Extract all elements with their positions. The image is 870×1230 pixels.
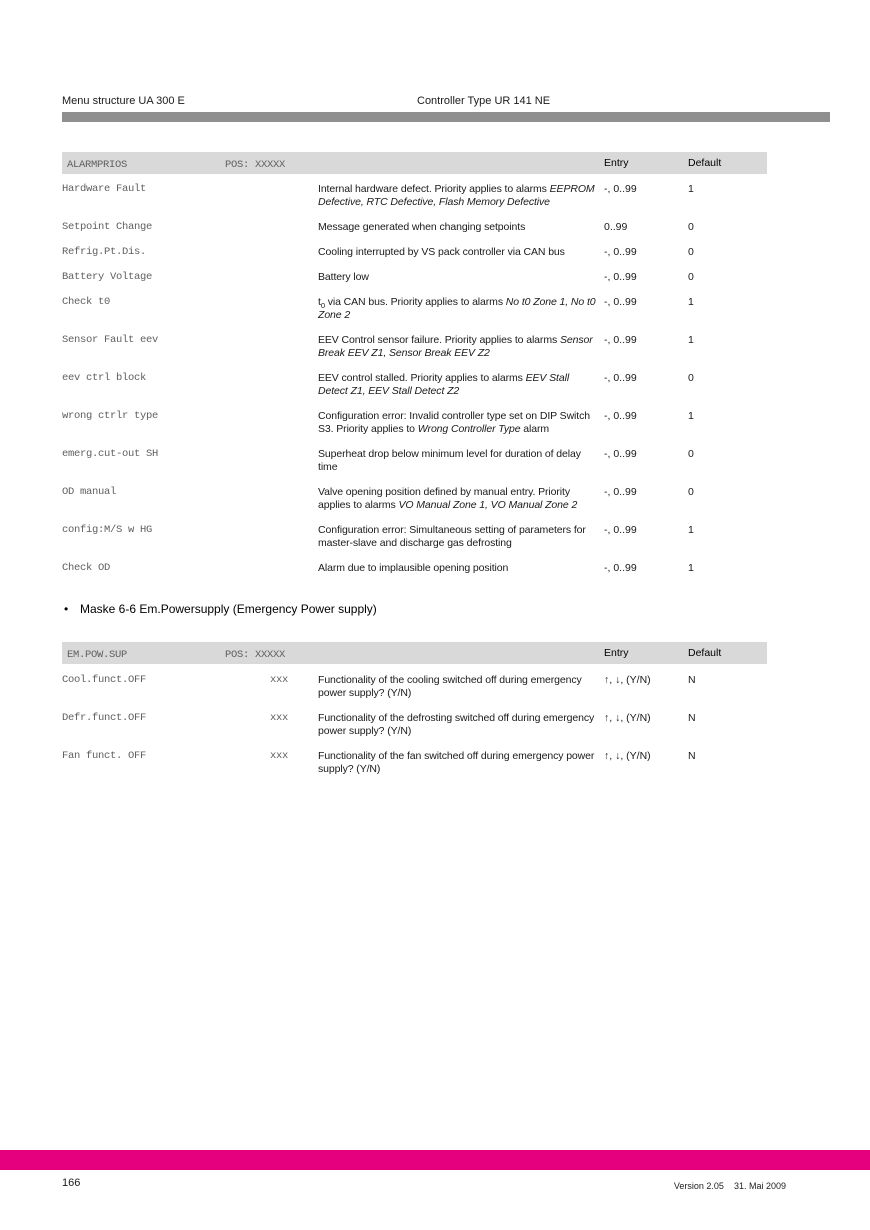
default-value: N [688,712,696,724]
table-row [62,372,767,398]
default-value: N [688,674,696,686]
param-label: emerg.cut-out SH [62,448,159,460]
section-heading-label: Maske 6-6 Em.Powersupply (Emergency Power supply) [80,602,377,616]
row-description: Valve opening position defined by manual entry. Priority applies to alarms VO Manual Zone 1, VO Manual Zone 2 [318,486,578,511]
table-title: ALARMPRIOS [67,159,128,171]
param-display-value: xxx [269,712,288,724]
entry-value: 0..99 [604,221,628,233]
table-header-row [62,152,767,174]
column-header-default: Default [688,157,722,169]
row-description: EEV control stalled. Priority applies to alarms EEV Stall Detect Z1, EEV Stall Detect Z2 [318,372,570,397]
row-description: Alarm due to implausible opening position [318,562,509,574]
table-header-row [62,642,767,664]
row-description: Message generated when changing setpoints [318,221,526,233]
pos-value: POS: XXXXX [225,649,286,661]
entry-value: -, 0..99 [604,410,637,422]
page-content [62,152,767,788]
entry-value: -, 0..99 [604,183,637,195]
param-label: wrong ctrlr type [62,410,159,422]
row-description: Functionality of the fan switched off during emergency power supply? (Y/N) [318,750,595,775]
em-pow-sup-table [62,642,767,776]
row-description: Battery low [318,271,369,283]
row-description: Internal hardware defect. Priority applies to alarms EEPROM Defective, RTC Defective, Flash Memory Defective [318,183,595,208]
param-label: OD manual [62,486,117,498]
table-body [62,174,767,575]
row-description: EEV Control sensor failure. Priority applies to alarms Sensor Break EEV Z1, Sensor Break EEV Z2 [318,334,593,359]
page-number: 166 [62,1177,81,1189]
row-description: Cooling interrupted by VS pack controller via CAN bus [318,246,565,258]
param-display-value: xxx [269,674,288,686]
row-description: Configuration error: Simultaneous setting of parameters for master-slave and discharge gas defrosting [318,524,586,549]
table-row [62,271,767,284]
version-date: 31. Mai 2009 [733,1181,786,1191]
row-description: Configuration error: Invalid controller type set on DIP Switch S3. Priority applies to Wrong Controller Type alarm [318,410,590,435]
default-value: N [688,750,696,762]
param-label: Cool.funct.OFF [62,674,147,686]
table-row [62,562,767,575]
header-rule-bar [62,112,830,122]
default-value: 0 [688,221,694,233]
table-row [62,486,767,512]
default-value: 0 [688,448,694,460]
column-header-entry: Entry [604,647,629,659]
bullet-marker: • [64,602,69,616]
table-row [62,410,767,436]
param-label: Hardware Fault [62,183,147,195]
entry-value: -, 0..99 [604,524,637,536]
row-description: Functionality of the defrosting switched off during emergency power supply? (Y/N) [318,712,595,737]
entry-value: ↑, ↓, (Y/N) [604,712,651,724]
entry-value: -, 0..99 [604,296,637,308]
table-row [62,183,767,209]
default-value: 0 [688,271,694,283]
entry-value: -, 0..99 [604,271,637,283]
entry-value: ↑, ↓, (Y/N) [604,674,651,686]
table-row [62,712,767,738]
default-value: 1 [688,524,694,536]
section-heading [62,602,767,616]
default-value: 1 [688,410,694,422]
table-row [62,334,767,360]
table-row [62,448,767,474]
default-value: 1 [688,183,694,195]
table-title: EM.POW.SUP [67,649,128,661]
param-label: Fan funct. OFF [62,750,147,762]
default-value: 0 [688,372,694,384]
entry-value: -, 0..99 [604,334,637,346]
default-value: 1 [688,296,694,308]
default-value: 0 [688,486,694,498]
row-description: Functionality of the cooling switched off during emergency power supply? (Y/N) [318,674,582,699]
table-row [62,674,767,700]
entry-value: -, 0..99 [604,562,637,574]
param-label: Sensor Fault eev [62,334,159,346]
entry-value: -, 0..99 [604,486,637,498]
default-value: 1 [688,334,694,346]
param-display-value: xxx [269,750,288,762]
table-body [62,664,767,776]
column-header-default: Default [688,647,722,659]
row-description: Superheat drop below minimum level for duration of delay time [318,448,581,473]
param-label: Refrig.Pt.Dis. [62,246,147,258]
header-left-title: Menu structure UA 300 E [62,95,185,107]
column-header-entry: Entry [604,157,629,169]
footer-accent-bar [0,1150,870,1170]
param-label: Check t0 [62,296,111,308]
param-label: Defr.funct.OFF [62,712,147,724]
param-label: Setpoint Change [62,221,153,233]
row-description: $t_0$ via CAN bus. Priority applies to alarms No t0 Zone 1, No t0 Zone 2 [318,296,596,321]
table-row [62,524,767,550]
alarmprios-table [62,152,767,575]
param-label: config:M/S w HG [62,524,153,536]
entry-value: ↑, ↓, (Y/N) [604,750,651,762]
default-value: 1 [688,562,694,574]
param-label: eev ctrl block [62,372,147,384]
header-center-title: Controller Type UR 141 NE [417,95,551,107]
entry-value: -, 0..99 [604,372,637,384]
version-label: Version 2.05 [673,1181,724,1191]
table-row [62,296,767,322]
entry-value: -, 0..99 [604,448,637,460]
pos-value: POS: XXXXX [225,159,286,171]
entry-value: -, 0..99 [604,246,637,258]
default-value: 0 [688,246,694,258]
table-row [62,221,767,234]
param-label: Check OD [62,562,111,574]
param-label: Battery Voltage [62,271,153,283]
table-row [62,750,767,776]
table-row [62,246,767,259]
version-line [674,1181,786,1191]
